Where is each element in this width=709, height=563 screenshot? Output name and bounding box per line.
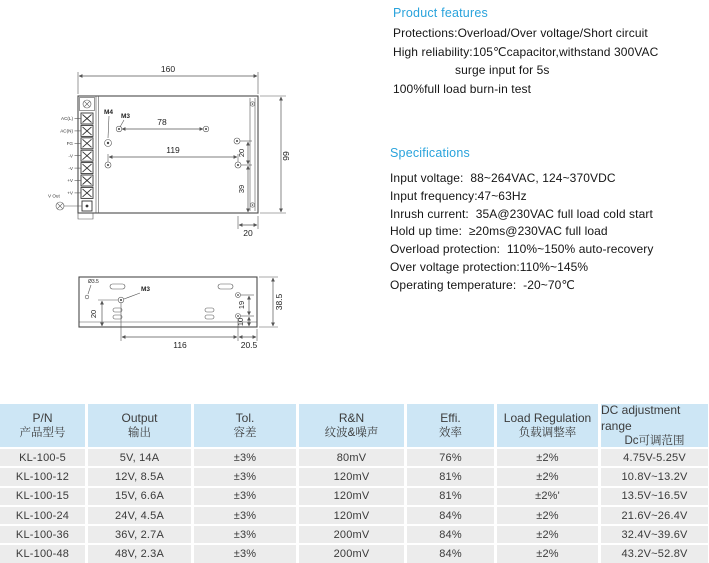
table-cell: 12V, 8.5A <box>88 468 191 485</box>
header-output: Output 输出 <box>88 404 191 447</box>
table-cell: 4.75V-5.25V <box>601 449 708 466</box>
table-cell: ±2% <box>497 507 598 524</box>
table-cell: 120mV <box>299 507 404 524</box>
model-spec-table <box>0 404 709 563</box>
table-cell: ±2% <box>497 468 598 485</box>
table-cell: 200mV <box>299 545 404 562</box>
table-cell: 10.8V~13.2V <box>601 468 708 485</box>
feature-line: surge input for 5s <box>455 63 550 77</box>
svg-text:20.5: 20.5 <box>240 340 258 350</box>
table-cell: ±3% <box>194 468 296 485</box>
vent-slots <box>110 284 233 319</box>
side-view <box>79 277 284 350</box>
table-cell: KL-100-5 <box>0 449 85 466</box>
table-cell: ±3% <box>194 507 296 524</box>
terminal-label-negv1: -V <box>68 153 73 159</box>
hole-diameter-label: Ø3.5 <box>88 279 99 285</box>
top-view <box>48 64 291 238</box>
side-holes <box>85 293 240 319</box>
dim-hole-pitch-lower <box>108 145 238 162</box>
svg-text:99: 99 <box>281 151 291 161</box>
table-cell: ±3% <box>194 526 296 543</box>
table-cell: ±2% <box>497 526 598 543</box>
table-cell: 48V, 2.3A <box>88 545 191 562</box>
dim-side-height <box>259 277 284 327</box>
table-cell: 80mV <box>299 449 404 466</box>
side-m3-label: M3 <box>141 286 151 293</box>
table-cell: 15V, 6.6A <box>88 488 191 505</box>
table-cell: 120mV <box>299 488 404 505</box>
table-cell: ±3% <box>194 449 296 466</box>
table-cell: 21.6V~26.4V <box>601 507 708 524</box>
header-dc-adjustment-range: DC adjustment range Dc可调范围 <box>601 404 708 447</box>
bottom-left-tab <box>78 213 93 219</box>
table-cell: 81% <box>407 468 494 485</box>
specifications-title: Specifications <box>390 146 470 160</box>
dim-overall-width <box>78 64 258 94</box>
dim-hole-pitch-upper <box>122 117 203 129</box>
table-cell: KL-100-48 <box>0 545 85 562</box>
table-cell: KL-100-36 <box>0 526 85 543</box>
table-cell: 84% <box>407 545 494 562</box>
table-cell: 5V, 14A <box>88 449 191 466</box>
terminal-label-posv2: +V <box>67 190 73 196</box>
table-cell: ±2% <box>497 449 598 466</box>
feature-line: High reliability:105℃capacitor,withstand 300VAC <box>393 44 659 59</box>
side-outline <box>79 277 257 327</box>
spec-line: Overload protection: 110%~150% auto-recovery <box>390 242 654 257</box>
table-cell: 76% <box>407 449 494 466</box>
right-flange <box>250 98 255 211</box>
svg-text:19: 19 <box>237 300 246 310</box>
table-cell: 32.4V~39.6V <box>601 526 708 543</box>
table-cell: 13.5V~16.5V <box>601 488 708 505</box>
svg-text:78: 78 <box>157 117 167 127</box>
terminal-label-fg: FG <box>66 141 73 146</box>
specifications-section <box>390 146 705 295</box>
spec-line: Input voltage: 88~264VAC, 124~370VDC <box>390 171 616 185</box>
svg-text:20: 20 <box>243 228 253 238</box>
spec-line: Hold up time: ≥20ms@230VAC full load <box>390 224 608 239</box>
dim-overall-height <box>260 96 291 213</box>
svg-text:116: 116 <box>173 340 187 350</box>
header-tolerance: Tol. 容差 <box>194 404 296 447</box>
svg-text:160: 160 <box>160 64 176 74</box>
terminal-labels <box>48 116 82 210</box>
svg-text:10: 10 <box>236 317 245 327</box>
table-cell: 43.2V~52.8V <box>601 545 708 562</box>
header-efficiency: Effi. 效率 <box>407 404 494 447</box>
table-cell: 84% <box>407 507 494 524</box>
terminal-label-vout: V Out <box>48 193 60 199</box>
terminal-block <box>81 113 93 211</box>
terminal-label-posv1: +V <box>67 178 73 184</box>
table-cell: ±2% <box>497 545 598 562</box>
table-cell: 200mV <box>299 526 404 543</box>
table-cell: ±2%' <box>497 488 598 505</box>
table-cell: KL-100-24 <box>0 507 85 524</box>
product-features-lines <box>393 24 705 98</box>
mechanical-drawing <box>46 50 366 362</box>
svg-text:39: 39 <box>237 184 246 194</box>
corner-screw-icon <box>80 98 95 111</box>
svg-text:20: 20 <box>237 148 246 158</box>
svg-text:119: 119 <box>166 145 180 155</box>
terminal-label-negv2: -V <box>68 165 73 171</box>
table-cell: ±3% <box>194 545 296 562</box>
dim-bottom-offset <box>238 216 258 238</box>
spec-line: Inrush current: 35A@230VAC full load cold start <box>390 206 653 221</box>
table-cell: KL-100-12 <box>0 468 85 485</box>
table-cell: 120mV <box>299 468 404 485</box>
table-cell: 84% <box>407 526 494 543</box>
terminal-label-acl: AC(L) <box>61 116 73 122</box>
feature-line: Protections:Overload/Over voltage/Short circuit <box>393 26 648 40</box>
header-ripple-noise: R&N 纹波&噪声 <box>299 404 404 447</box>
spec-line: Input frequency:47~63Hz <box>390 188 527 203</box>
specifications-lines <box>390 170 705 295</box>
table-cell: 24V, 4.5A <box>88 507 191 524</box>
table-cell: 81% <box>407 488 494 505</box>
table-cell: ±3% <box>194 488 296 505</box>
m4-label: M4 <box>104 109 114 116</box>
header-pn: P/N 产品型号 <box>0 404 85 447</box>
table-cell: KL-100-15 <box>0 488 85 505</box>
header-load-regulation: Load Regulation 负载调整率 <box>497 404 598 447</box>
svg-text:20: 20 <box>89 309 98 319</box>
spec-line: Operating temperature: -20~70℃ <box>390 277 576 292</box>
feature-line: 100%full load burn-in test <box>393 81 532 96</box>
spec-line: Over voltage protection:110%~145% <box>390 259 589 274</box>
product-features-title: Product features <box>393 6 488 20</box>
dim-side-right-offsets <box>236 295 254 326</box>
product-features-section <box>393 6 705 98</box>
terminal-label-acn: AC(N) <box>60 128 73 134</box>
table-cell: 36V, 2.7A <box>88 526 191 543</box>
svg-text:38.5: 38.5 <box>274 293 284 311</box>
m3-label: M3 <box>121 113 131 120</box>
